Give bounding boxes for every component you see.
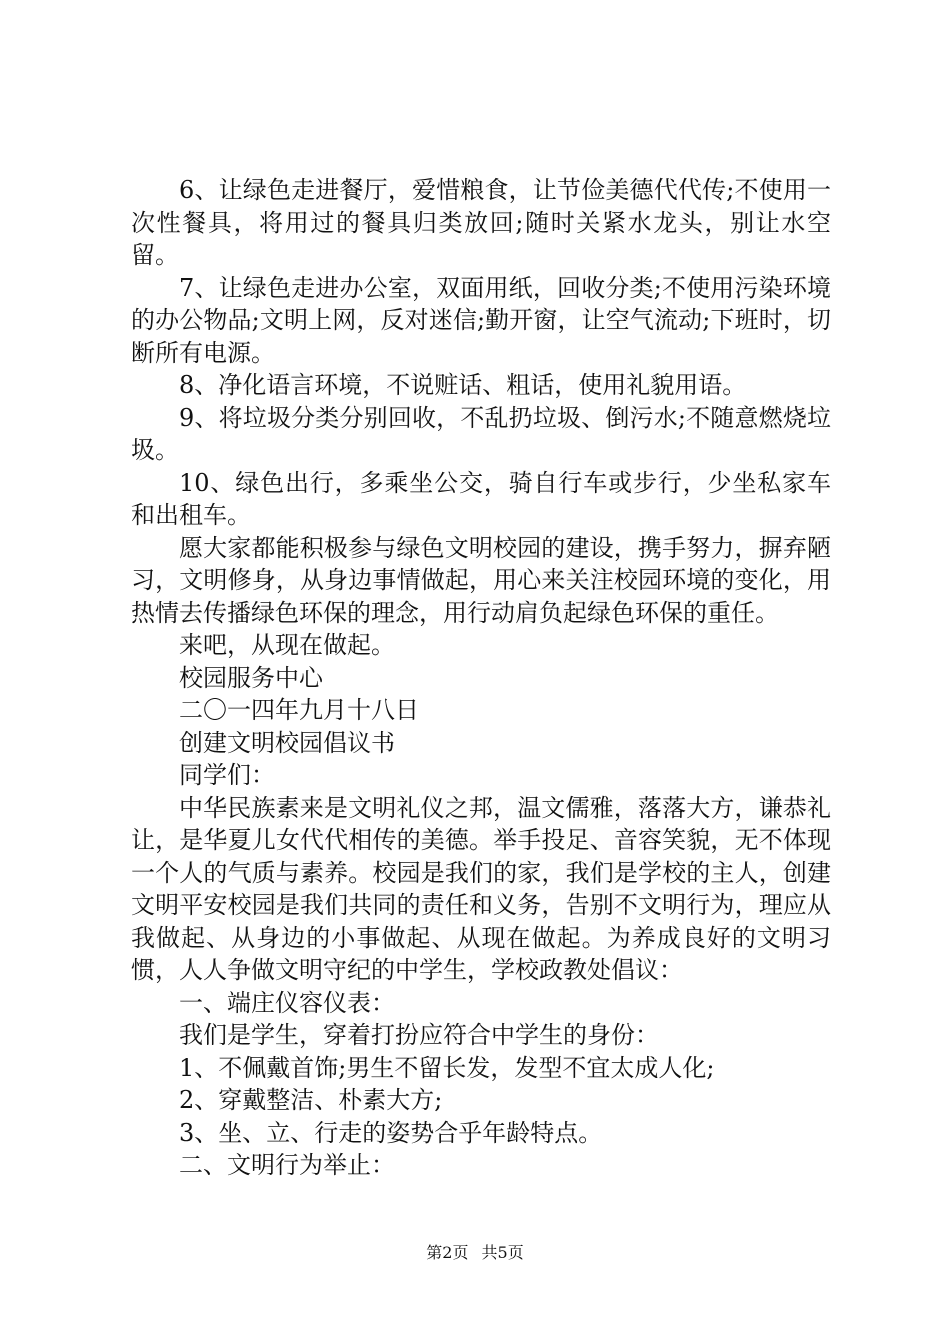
signature-date: 二〇一四年九月十八日	[179, 696, 419, 724]
page-footer	[0, 1243, 950, 1263]
appearance-rule-2: 2、穿戴整洁、朴素大方;	[179, 1086, 443, 1114]
closing-call-line: 来吧，从现在做起。	[179, 631, 395, 659]
signature-organization: 校园服务中心	[179, 663, 323, 692]
salutation: 同学们：	[179, 761, 275, 789]
appearance-intro: 我们是学生，穿着打扮应符合中学生的身份：	[179, 1021, 659, 1049]
appearance-rule-1: 1、不佩戴首饰;男生不留长发，发型不宜太成人化;	[179, 1053, 715, 1082]
section-title: 创建文明校园倡议书	[179, 728, 395, 757]
document-body	[131, 174, 831, 1182]
paragraph-item-6: 6、让绿色走进餐厅，爱惜粮食，让节俭美德代代传;不使用一次性餐具，将用过的餐具归类放回;随时关紧水龙头，别让水空留。	[131, 176, 831, 269]
heading-appearance: 一、端庄仪容仪表：	[179, 988, 395, 1017]
closing-appeal-paragraph: 愿大家都能积极参与绿色文明校园的建设，携手努力，摒弃陋习，文明修身，从身边事情做起，用心来关注校园环境的变化，用热情去传播绿色环保的理念，用行动肩负起绿色环保的重任。	[131, 533, 831, 627]
appearance-rule-3: 3、坐、立、行走的姿势合乎年龄特点。	[179, 1118, 603, 1147]
paragraph-item-7: 7、让绿色走进办公室，双面用纸，回收分类;不使用污染环境的办公物品;文明上网，反对迷信;勤开窗，让空气流动;下班时，切断所有电源。	[131, 273, 831, 367]
paragraph-item-8: 8、净化语言环境，不说赃话、粗话，使用礼貌用语。	[179, 371, 747, 399]
paragraph-item-9: 9、将垃圾分类分别回收，不乱扔垃圾、倒污水;不随意燃烧垃圾。	[131, 403, 831, 464]
page-total: 共5页	[481, 1243, 524, 1262]
paragraph-item-10: 10、绿色出行，多乘坐公交，骑自行车或步行，少坐私家车和出租车。	[131, 468, 831, 529]
heading-behavior: 二、文明行为举止：	[179, 1151, 395, 1179]
intro-paragraph: 中华民族素来是文明礼仪之邦，温文儒雅，落落大方，谦恭礼让，是华夏儿女代代相传的美德。举手投足、音容笑貌，无不体现一个人的气质与素养。校园是我们的家，我们是学校的主人，创建文明平安校园是我们共同的责任和义务，告别不文明行为，理应从我做起、从身边的小事做起、从现在做起。为养成良好的文明习惯，人人争做文明守纪的中学生，学校政教处倡议：	[131, 793, 831, 984]
page-number: 第2页	[426, 1243, 469, 1262]
